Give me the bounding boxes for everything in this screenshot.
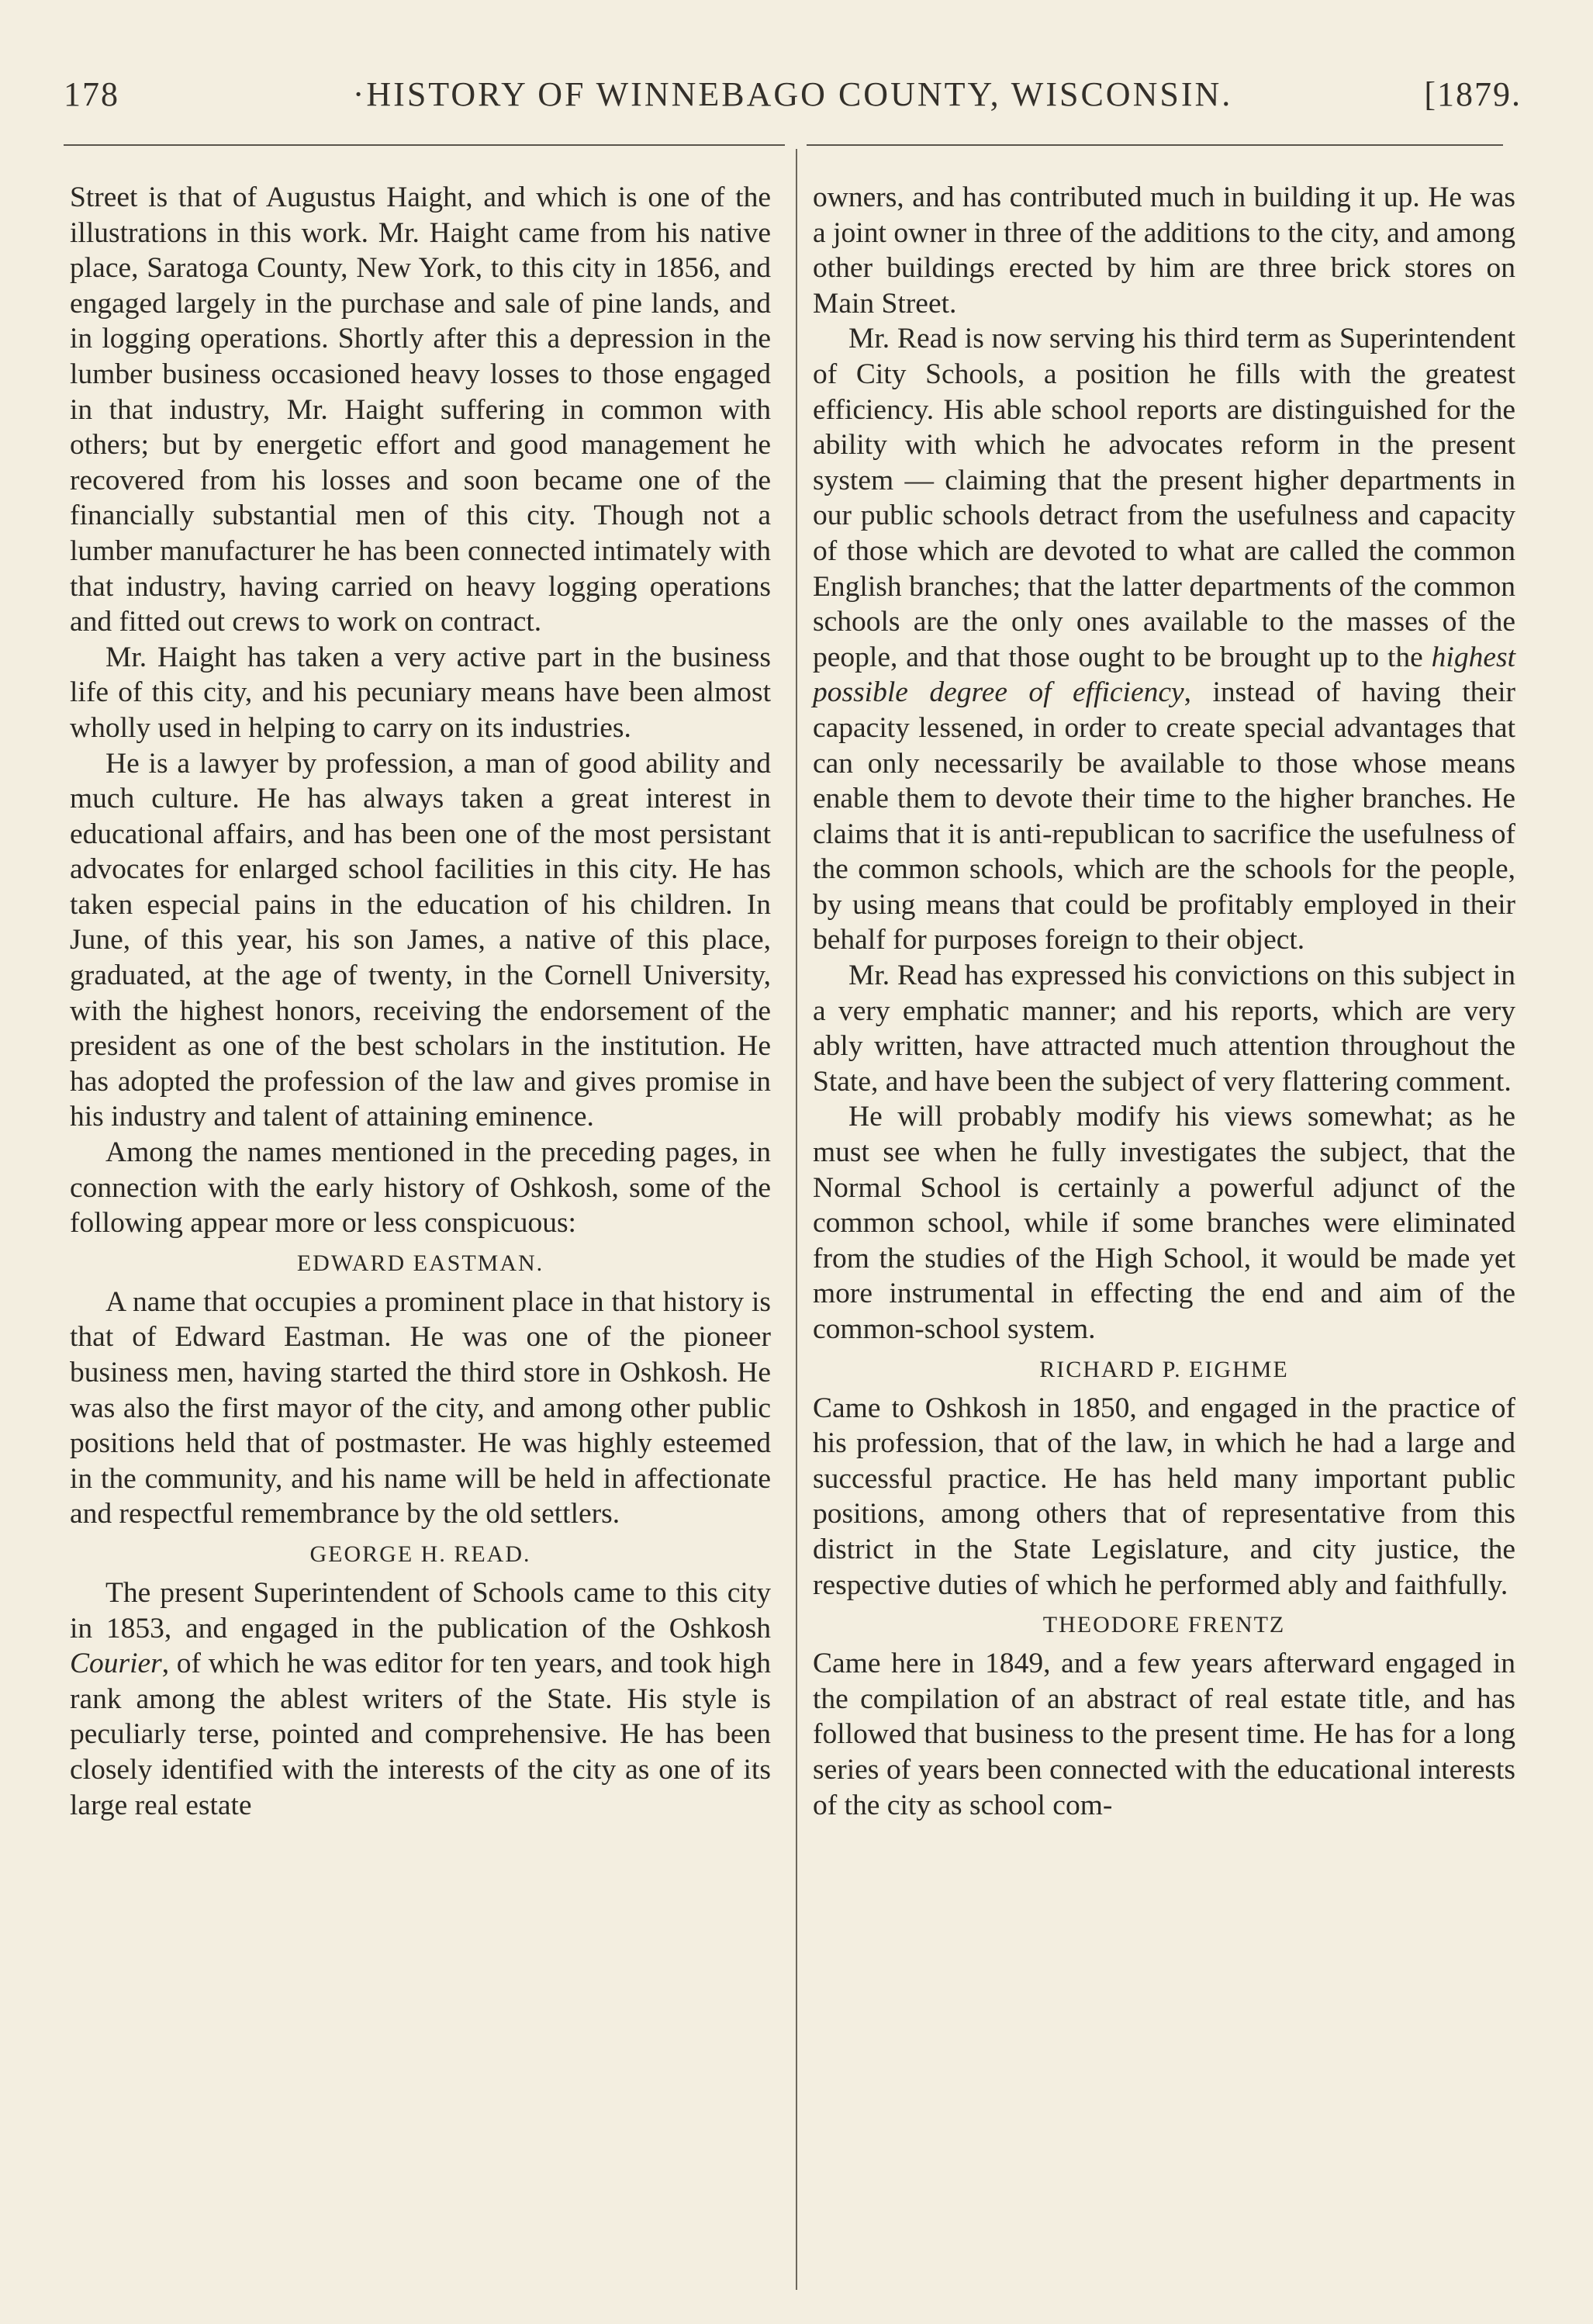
- paragraph-eighme: Came to Oshkosh in 1850, and engaged in the practice of his profession, that of the law, in which he had a large and successful practice. He has held many important public positions, among others that of representative from this district in the State Legislature, and city justice, the respective duties of which he performed ably and faithfully.: [813, 1392, 1515, 1601]
- heading-theodore-frentz: THEODORE FRENTZ: [1042, 1612, 1286, 1638]
- read-intro-text-a: The present Superintendent of Schools came to this city in 1853, and engaged in the publication of the Oshkosh: [70, 1576, 771, 1644]
- right-column: [813, 180, 1515, 1823]
- left-column: [70, 180, 771, 1823]
- efficiency-phrase: highest possible degree of efficiency: [813, 641, 1515, 709]
- page-header: [64, 74, 1522, 121]
- read-intro-text-b: , of which he was editor for ten years, and took high rank among the ablest writers of the State. His style is peculiarly terse, pointed and comprehensive. He has been closely identified with the interests of the city as one of its large real estate: [70, 1648, 771, 1821]
- page-number: 178: [64, 75, 119, 113]
- paragraph-read-superintendent: [813, 321, 1515, 958]
- header-rule-right: [807, 144, 1503, 146]
- heading-richard-eighme: RICHARD P. EIGHME: [1039, 1356, 1289, 1382]
- paragraph-names-intro: Among the names mentioned in the preceding pages, in connection with the early history of Oshkosh, some of the following appear more or less conspicuous:: [70, 1136, 771, 1240]
- courier-title: Courier: [70, 1648, 162, 1680]
- superintendent-text-a: Mr. Read is now serving his third term as Superintendent of City Schools, a position he fills with the greatest efficiency. His able school reports are distinguished for the ability with which he advocates reform in the present system — claiming that the present higher departments in our public schools detract from the usefulness and capacity of those which are devoted to what are called the common English branches; that the latter departments of the common schools are the only ones available to the masses of the people, and that those ought to be brought up to the: [813, 323, 1515, 673]
- year-mark: [1879.: [1424, 75, 1522, 113]
- heading-edward-eastman: EDWARD EASTMAN.: [296, 1250, 544, 1276]
- paragraph-eastman: A name that occupies a prominent place in that history is that of Edward Eastman. He was one of the pioneer business men, having started the third store in Oshkosh. He was also the first mayor of the city, and among other public positions held that of postmaster. He was highly esteemed in the community, and his name will be held in affectionate and respectful remembrance by the old settlers.: [70, 1285, 771, 1530]
- superintendent-text-b: , instead of having their capacity lessened, in order to create special advantages that can only necessarily be available to those whose means enable them to devote their time to the higher branches. He claims that it is anti-republican to sacrifice the usefulness of the common schools, which are the schools for the people, by using means that could be profitably employed in their behalf for purposes foreign to their object.: [813, 676, 1515, 956]
- paragraph-read-views: He will probably modify his views somewhat; as he must see when he fully investigates the subject, that the Normal School is certainly a powerful adjunct of the common school, while if some branches were eliminated from the studies of the High School, it would be made yet more instrumental in effecting the end and aim of the common-school system.: [813, 1101, 1515, 1345]
- paragraph-haight-lawyer: He is a lawyer by profession, a man of good ability and much culture. He has always taken a great interest in educational affairs, and has been one of the most persistant advocates for enlarged school facilities in this city. He has taken especial pains in the education of his children. In June, of this year, his son James, a native of this place, graduated, at the age of twenty, in the Cornell University, with the highest honors, receiving the endorsement of the president as one of the best scholars in the institution. He has adopted the profession of the law and gives promise in his industry and talent of attaining eminence.: [70, 747, 771, 1133]
- paragraph-haight-business: Mr. Haight has taken a very active part in the business life of this city, and his pecuniary means have been almost wholly used in helping to carry on its industries.: [70, 641, 771, 744]
- paragraph-read-convictions: Mr. Read has expressed his convictions on this subject in a very emphatic manner; and his reports, which are very ably written, have attracted much attention throughout the State, and have been the subject of very flattering comment.: [813, 960, 1515, 1098]
- header-rule-left: [64, 144, 785, 146]
- paragraph-frentz: Came here in 1849, and a few years afterward engaged in the compilation of an abstract of real estate title, and has followed that business to the present time. He has for a long series of years been connected with the educational interests of the city as school com-: [813, 1648, 1515, 1821]
- paragraph-read-continued: owners, and has contributed much in building it up. He was a joint owner in three of the additions to the city, and among other buildings erected by him are three brick stores on Main Street.: [813, 182, 1515, 320]
- paragraph-haight-continued: Street is that of Augustus Haight, and which is one of the illustrations in this work. Mr. Haight came from his native place, Saratoga County, New York, to this city in 1856, and engaged largely in the purchase and sale of pine lands, and in logging operations. Shortly after this a depression in the lumber business occasioned heavy losses to those engaged in that industry, Mr. Haight suffering in common with others; but by energetic effort and good management he recovered from his losses and soon became one of the financially substantial men of this city. Though not a lumber manufacturer he has been connected intimately with that industry, having carried on heavy logging operations and fitted out crews to work on contract.: [70, 182, 771, 638]
- heading-george-read: GEORGE H. READ.: [309, 1541, 531, 1567]
- running-title: ·HISTORY OF WINNEBAGO COUNTY, WISCONSIN.: [352, 75, 1233, 113]
- column-divider: [796, 149, 797, 2290]
- paragraph-read-intro: [70, 1575, 771, 1823]
